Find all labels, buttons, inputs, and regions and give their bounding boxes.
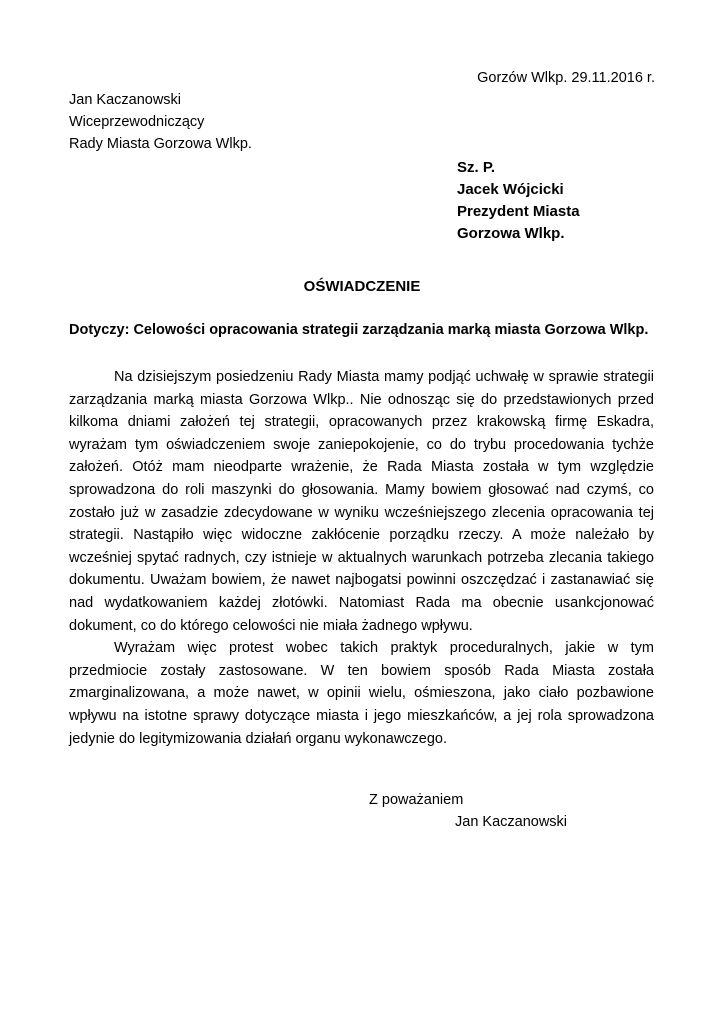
sender-organization: Rady Miasta Gorzowa Wlkp. xyxy=(69,136,252,152)
sender-block xyxy=(69,89,252,155)
sender-position: Wiceprzewodniczący xyxy=(69,114,205,130)
document-body xyxy=(69,366,654,750)
recipient-city: Gorzowa Wlkp. xyxy=(457,225,565,242)
place-date: Gorzów Wlkp. 29.11.2016 r. xyxy=(477,70,655,86)
sender-name: Jan Kaczanowski xyxy=(69,92,182,108)
recipient-position: Prezydent Miasta xyxy=(457,203,580,220)
recipient-name: Jacek Wójcicki xyxy=(457,181,564,198)
document-title: OŚWIADCZENIE xyxy=(303,278,421,295)
body-paragraph-2: Wyrażam więc protest wobec takich praktyk proceduralnych, jakie w tym przedmiocie zostały zastosowane. W ten bowiem sposób Rada Miasta została zmarginalizowana, a może nawet, w opinii wielu, ośmieszona, jako ciało pozbawione wpływu na istotne sprawy dotyczące miasta i jego mieszkańców, a jej rola sprowadzona jedynie do legitymizowania działań organu wykonawczego. xyxy=(69,640,654,747)
body-paragraph-1: Na dzisiejszym posiedzeniu Rady Miasta mamy podjąć uchwałę w sprawie strategii zarządzania marką miasta Gorzowa Wlkp.. Nie odnosząc się do przedstawionych przed kilkoma dniami założeń tej strategii, opracowanych przez krakowską firmę Eskadra, wyrażam tym oświadczeniem swoje zaniepokojenie, co do trybu procedowania tychże założeń. Otóż mam nieodparte wrażenie, że Rada Miasta została w tym względzie sprowadzona do roli maszynki do głosowania. Mamy bowiem głosować nad czymś, co zostało już w zasadzie zdecydowane w wyniku wcześniejszego zlecenia opracowania tej strategii. Nastąpiło więc widoczne zakłócenie porządku rzeczy. A może należało by wcześniej spytać radnych, czy istnieje w aktualnych warunkach potrzeba zlecania takiego dokumentu. Uważam bowiem, że nawet najbogatsi powinni oszczędzać i zastanawiać się nad wydatkowaniem każdej złotówki. Natomiast Rada ma obecnie usankcjonować dokument, co do którego celowości nie miała żadnego wpływu. xyxy=(69,369,654,634)
document-subject: Dotyczy: Celowości opracowania strategii zarządzania marką miasta Gorzowa Wlkp. xyxy=(69,322,649,338)
recipient-block xyxy=(457,157,580,245)
recipient-salutation: Sz. P. xyxy=(457,159,496,176)
closing-phrase: Z poważaniem xyxy=(369,792,464,808)
signature-name: Jan Kaczanowski xyxy=(455,814,568,830)
